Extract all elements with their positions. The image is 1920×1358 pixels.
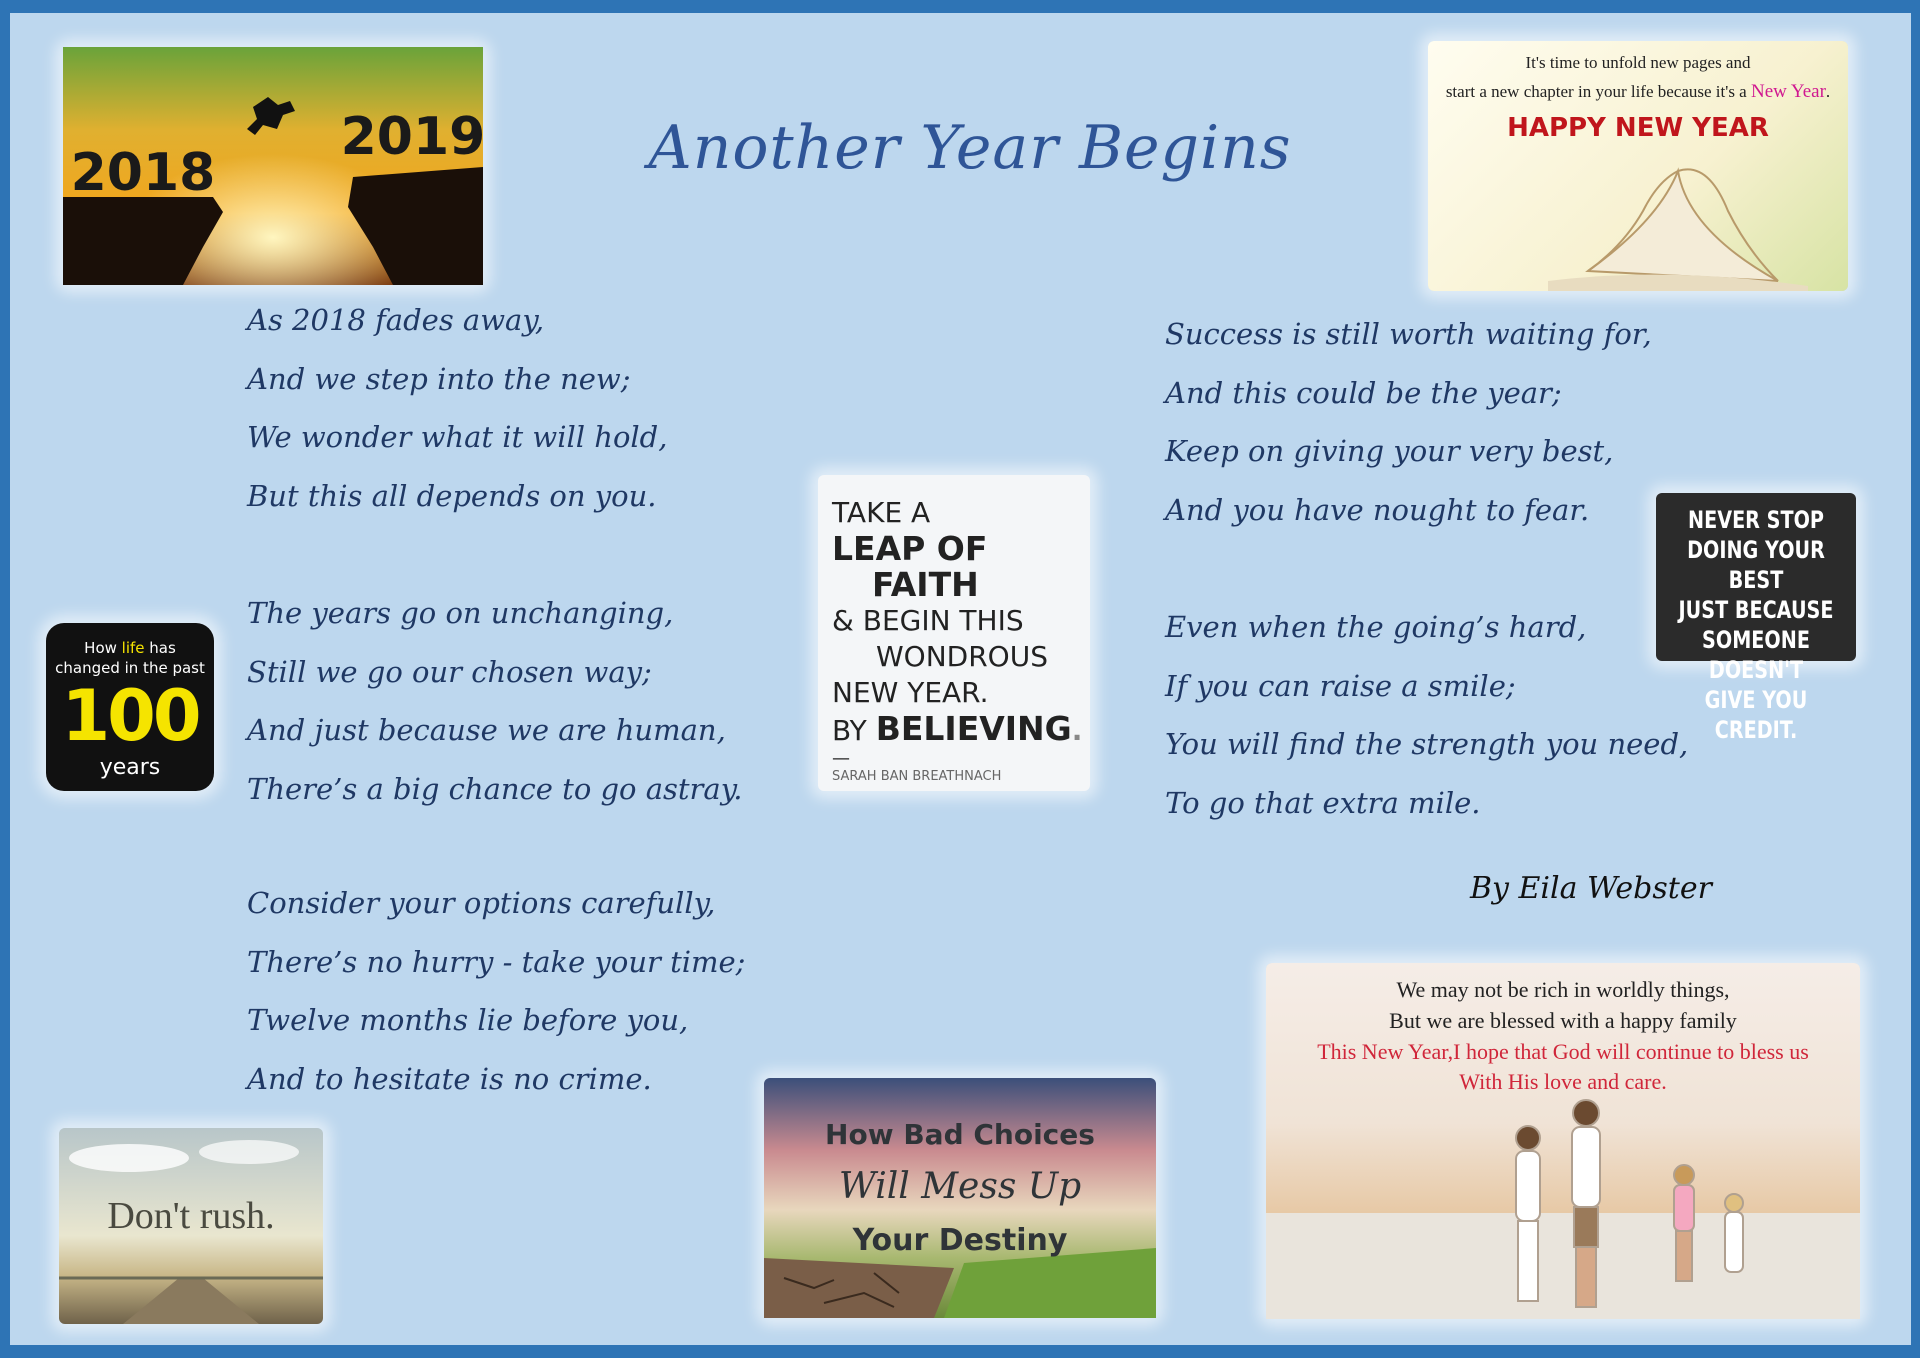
poem-stanza-5 [1165, 598, 1688, 832]
poem-line: And to hesitate is no crime. [247, 1061, 652, 1096]
image-happy-new-year [1428, 41, 1848, 291]
poem-line: You will find the strength you need, [1165, 727, 1689, 761]
never-stop-line: DOING YOUR BEST [1687, 536, 1825, 594]
poem-line: If you can raise a smile; [1165, 668, 1516, 703]
hundred-unit: years [99, 755, 161, 780]
poem-line: As 2018 fades away, [247, 303, 545, 337]
image-year-jump [63, 47, 486, 285]
never-stop-line: SOMEONE DOESN'T [1702, 626, 1810, 684]
family-quote-line1: We may not be rich in worldly things, [1396, 977, 1730, 1002]
leap-quote [832, 495, 1082, 785]
poem-stanza-1 [247, 291, 667, 525]
leap-dash: — [832, 748, 850, 769]
leap-line-bold: FAITH [872, 565, 979, 604]
leap-line-bold: LEAP OF [832, 529, 988, 568]
hundred-caption-life: life [121, 639, 145, 657]
poem-line: Twelve months lie before you, [247, 1003, 689, 1037]
poem-line: There’s no hurry - take your time; [247, 944, 746, 979]
image-leap-of-faith [818, 475, 1090, 791]
poem-line: Still we go our chosen way; [247, 654, 652, 689]
hundred-caption-line1 [46, 639, 214, 657]
hundred-caption-text2: has [144, 639, 176, 657]
leap-line: WONDROUS [876, 640, 1048, 673]
leap-period: . [1071, 714, 1083, 747]
family-quote-line4: With His love and care. [1459, 1069, 1667, 1094]
poem-stanza-4 [1165, 305, 1652, 539]
hundred-caption-text: How [84, 639, 122, 657]
image-never-stop [1656, 493, 1856, 744]
leap-line: TAKE A [832, 496, 931, 529]
family-quote-line3: This New Year,I hope that God will continue to bless us [1317, 1039, 1809, 1064]
hundred-number: 100 [61, 675, 199, 757]
leap-line: & BEGIN THIS [832, 604, 1024, 637]
leap-author: SARAH BAN BREATHNACH [832, 769, 1002, 784]
poem-line: And this could be the year; [1165, 375, 1562, 410]
poem-stanza-3 [247, 874, 745, 1108]
book-quote-period: . [1825, 82, 1831, 101]
open-book-icon [1428, 41, 1848, 291]
image-family-beach [1266, 963, 1860, 1319]
poem-line: Consider your options carefully, [247, 886, 716, 920]
never-stop-quote [1676, 505, 1836, 745]
bad-choices-line3: Your Destiny [852, 1223, 1068, 1258]
leap-line-believing [832, 711, 1082, 749]
never-stop-line: JUST BECAUSE [1678, 596, 1834, 624]
book-quote-line2-text: start a new chapter in your life because it's a [1445, 82, 1751, 101]
image-100-years [46, 623, 214, 791]
poem-line: To go that extra mile. [1165, 785, 1481, 820]
family-quote-line2: But we are blessed with a happy family [1389, 1008, 1737, 1033]
poem-line: There’s a big chance to go astray. [247, 771, 743, 806]
bad-choices-line1: How Bad Choices [825, 1118, 1095, 1151]
poster [10, 13, 1911, 1345]
never-stop-line: GIVE YOU CREDIT. [1704, 686, 1808, 744]
poem-line: We wonder what it will hold, [247, 420, 668, 454]
poem-line: Keep on giving your very best, [1165, 434, 1614, 468]
poem-line: And we step into the new; [247, 361, 631, 396]
bad-choices-line2: Will Mess Up [838, 1166, 1082, 1207]
poem-line: And just because we are human, [247, 713, 726, 747]
year-2019-label: 2019 [340, 107, 486, 167]
leap-believing: BELIEVING [875, 709, 1072, 748]
leap-by: BY [832, 714, 876, 747]
leap-line: NEW YEAR. [832, 676, 989, 709]
book-quote-newyear: New Year [1750, 81, 1826, 102]
image-dont-rush [59, 1128, 323, 1324]
book-quote-line1: It's time to unfold new pages and [1525, 53, 1751, 72]
year-2018-label: 2018 [70, 143, 216, 203]
happy-new-year-headline: HAPPY NEW YEAR [1507, 113, 1769, 143]
poem-title: Another Year Begins [648, 113, 1292, 183]
hundred-caption-line2: changed in the past [55, 659, 205, 677]
author-byline: By Eila Webster [1470, 871, 1712, 906]
poem-line: Even when the going’s hard, [1165, 610, 1587, 644]
never-stop-line: NEVER STOP [1688, 506, 1824, 534]
poem-line: But this all depends on you. [247, 478, 657, 513]
poem-line: The years go on unchanging, [247, 596, 674, 630]
dont-rush-text: Don't rush. [107, 1195, 275, 1237]
poem-line: And you have nought to fear. [1165, 492, 1590, 527]
poem-line: Success is still worth waiting for, [1165, 317, 1652, 351]
poem-stanza-2 [247, 584, 742, 818]
image-bad-choices [764, 1078, 1156, 1318]
